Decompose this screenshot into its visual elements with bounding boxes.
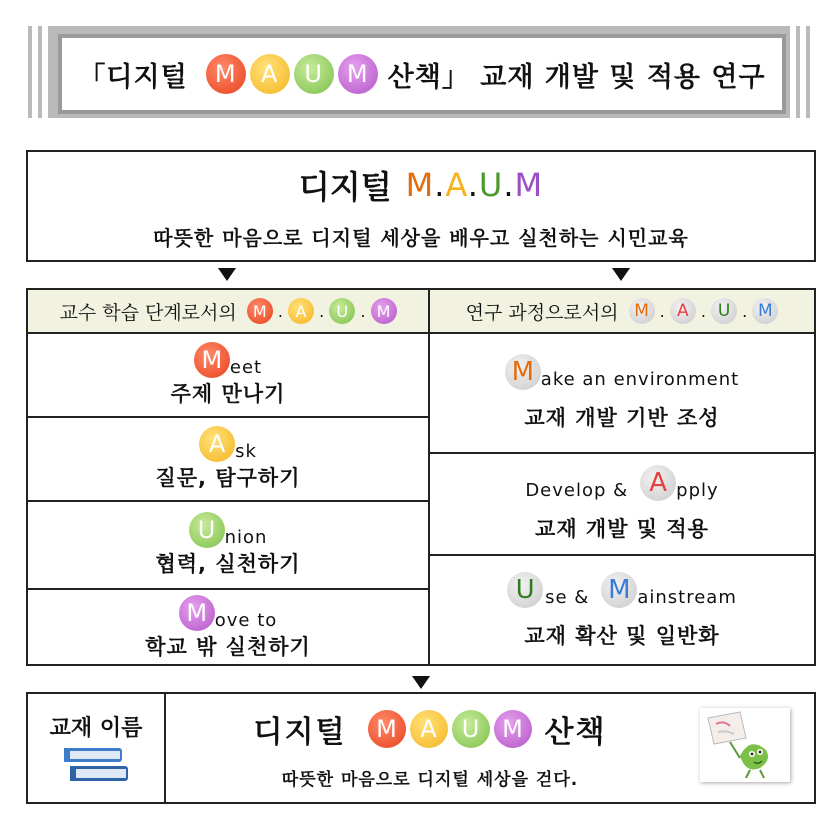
step-ask — [28, 418, 428, 502]
concept-title — [299, 162, 543, 208]
step-en: eet — [229, 357, 263, 378]
maum-m-circle: M — [629, 298, 655, 324]
maum-letter-a: A — [445, 165, 468, 204]
concept-subtitle: 따뜻한 마음으로 디지털 세상을 배우고 실천하는 시민교육 — [153, 225, 689, 250]
right-header: 연구 과정으로서의 M . A . U . M — [430, 290, 814, 334]
right-header-text: 연구 과정으로서의 — [465, 301, 619, 324]
step-kr: 교재 확산 및 일반화 — [524, 624, 720, 648]
maum-a-circle: A — [640, 465, 676, 501]
step-en: ake an environment — [540, 369, 740, 390]
step-kr: 학교 밖 실천하기 — [145, 635, 311, 659]
mascot-image — [700, 708, 790, 782]
step-en-pre: Develop & — [525, 480, 629, 501]
maum-m-circle: M — [206, 54, 246, 94]
maum-a-circle: A — [670, 298, 696, 324]
step-kr: 교재 개발 기반 조성 — [524, 406, 720, 430]
banner-stripe — [42, 26, 48, 118]
concept-box — [26, 150, 816, 262]
maum-a-circle: A — [199, 426, 235, 462]
maum-a-circle: A — [288, 298, 314, 324]
arrow-down-icon — [612, 268, 630, 281]
maum-m-circle: M — [505, 354, 541, 390]
banner-prefix: 「디지털 — [78, 61, 188, 93]
maum-m2-circle: M — [179, 595, 215, 631]
textbook-title-cell — [164, 694, 696, 802]
title-banner — [28, 26, 810, 118]
textbook-label-cell — [28, 694, 166, 802]
maum-letter-m2: M — [514, 165, 544, 204]
maum-letter-m: M — [405, 165, 435, 204]
research-step-apply — [430, 454, 814, 556]
maum-m2-circle: M — [494, 710, 532, 748]
maum-m-circle: M — [368, 710, 406, 748]
step-move-to — [28, 590, 428, 666]
textbook-subtitle: 따뜻한 마음으로 디지털 세상을 걷다. — [281, 769, 579, 790]
research-step-use — [430, 556, 814, 666]
arrow-down-icon — [218, 268, 236, 281]
left-header-text: 교수 학습 단계로서의 — [59, 301, 237, 324]
textbook-label: 교재 이름 — [49, 715, 143, 741]
step-meet — [28, 334, 428, 418]
mascot-illustration — [700, 708, 790, 782]
maum-m-circle: M — [247, 298, 273, 324]
banner-suffix: 산책」 교재 개발 및 적용 연구 — [387, 61, 766, 93]
maum-u-circle: U — [329, 298, 355, 324]
maum-dot: . — [503, 165, 515, 204]
step-en: nion — [224, 527, 268, 548]
maum-m2-circle: M — [601, 572, 637, 608]
step-en: se & — [545, 587, 590, 608]
arrow-down-icon — [412, 676, 430, 689]
concept-title-text: 디지털 — [298, 167, 392, 206]
step-en: sk — [235, 441, 257, 462]
banner-stripe — [790, 26, 796, 118]
maum-m2-circle: M — [338, 54, 378, 94]
maum-dot: . — [467, 165, 479, 204]
step-en: ainstream — [637, 587, 737, 608]
left-column — [28, 290, 430, 664]
left-header: 교수 학습 단계로서의 M . A . U . M — [28, 290, 428, 334]
right-column — [430, 290, 814, 664]
banner-title — [58, 34, 786, 114]
maum-table — [26, 288, 816, 666]
textbook-box — [26, 692, 816, 804]
textbook-title — [254, 707, 607, 751]
maum-u-circle: U — [294, 54, 334, 94]
step-union — [28, 502, 428, 590]
maum-letter-u: U — [478, 165, 504, 204]
maum-m2-circle: M — [371, 298, 397, 324]
maum-u-circle: U — [507, 572, 543, 608]
maum-a-circle: A — [250, 54, 290, 94]
step-en: pply — [676, 480, 719, 501]
step-kr: 협력, 실천하기 — [155, 552, 301, 576]
maum-m-circle: M — [194, 342, 230, 378]
textbook-title-suffix: 산책 — [544, 714, 607, 750]
banner-stripe — [800, 26, 806, 118]
maum-a-circle: A — [410, 710, 448, 748]
maum-u-circle: U — [452, 710, 490, 748]
step-kr: 질문, 탐구하기 — [155, 466, 301, 490]
textbook-title-text: 디지털 — [253, 714, 347, 750]
banner-stripe — [32, 26, 38, 118]
books-icon — [58, 746, 134, 786]
maum-u-circle: U — [711, 298, 737, 324]
research-step-make — [430, 334, 814, 454]
concept-maum — [406, 166, 543, 204]
maum-dot: . — [434, 165, 446, 204]
maum-m2-circle: M — [752, 298, 778, 324]
step-kr: 교재 개발 및 적용 — [535, 517, 709, 541]
step-en: ove to — [214, 610, 278, 631]
maum-u-circle: U — [189, 512, 225, 548]
step-kr: 주제 만나기 — [170, 382, 286, 406]
